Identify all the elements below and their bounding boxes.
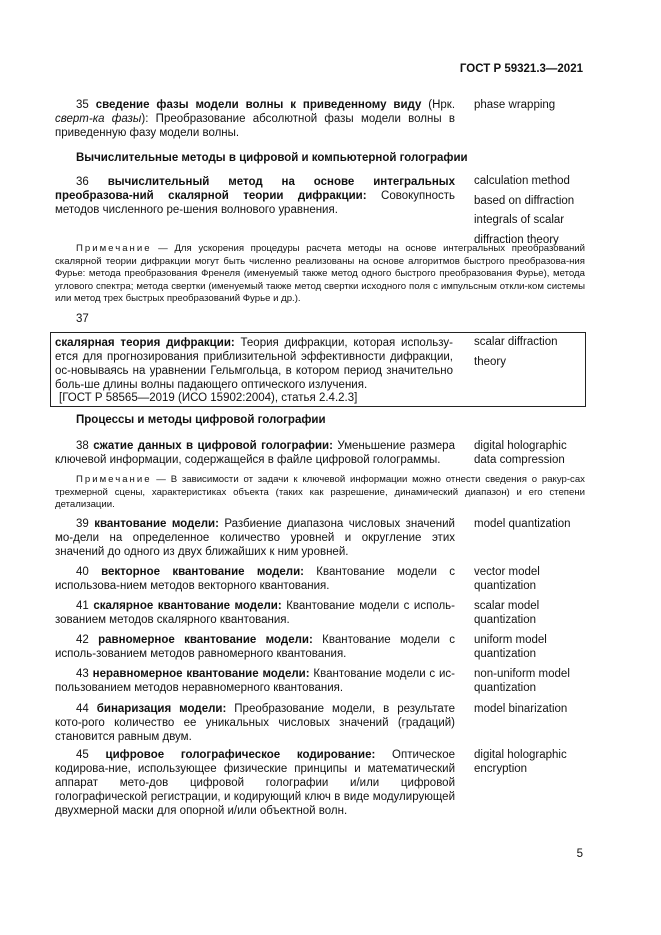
entry-38-english xyxy=(474,439,624,467)
entry-term: квантование модели: xyxy=(94,518,219,530)
entry-term: сведение фазы модели волны к приведенному виду xyxy=(95,99,422,111)
entry-number: 39 xyxy=(76,518,89,530)
entry-abbr-pre: (Нрк. xyxy=(421,99,456,111)
entry-number: 36 xyxy=(76,176,89,188)
entry-term: скалярная теория дифракции: xyxy=(55,337,235,349)
english-term-line: model binarization xyxy=(474,703,568,715)
english-term-line: uniform model xyxy=(474,634,547,646)
english-term-line: data compression xyxy=(474,454,565,466)
entry-45-english xyxy=(474,748,624,776)
entry-definition: Теория дифракции, которая использу-ется для прогнозирования приблизительной эффективности дифракции, ос-новываясь на уравнении Гельмгольца, в котором период значительно боль-ше длины волны падающего оптического излучения. xyxy=(55,337,453,391)
entry-40-english xyxy=(474,565,624,593)
entry-43 xyxy=(55,667,455,695)
section-heading-processes: Процессы и методы цифровой голографии xyxy=(76,414,326,426)
english-term-line: vector model xyxy=(474,566,540,578)
entry-number: 44 xyxy=(76,703,89,715)
entry-number: 35 xyxy=(76,99,89,111)
entry-definition: Оптическое кодирова-ние, использующее физические принципы и математический аппарат мето-дов цифровой голографии и/или цифровой голографической регистрации, и кодирующий ключ в виде модулирующей двухмерной маски для опорной и/или объектной волн. xyxy=(55,749,456,817)
note-dash: — xyxy=(151,243,175,254)
entry-definition: Квантование модели с использова-нием методов векторного квантования. xyxy=(55,566,455,592)
english-term-line: based on diffraction xyxy=(474,194,575,207)
entry-43-english xyxy=(474,667,624,695)
entry-term: вычислительный метод на основе интегральных преобразова-ний скалярной теории дифракции: xyxy=(55,176,455,202)
english-term-line: non-uniform model xyxy=(474,668,570,680)
entry-definition: Преобразование модели, в результате кото-рого количество ее уникальных числовых значений (градаций) становится равным двум. xyxy=(55,703,456,743)
entry-number: 45 xyxy=(76,749,89,761)
note-text: Для ускорения процедуры расчета методы на основе интегральных преобразований скалярной теории дифракции могут быть численно реализованы на основе алгоритмов быстрого преобразова-ния Фурье: метода преобразования Френеля (именуемый также метод одного быстрого преобразования Фурье), метода углового спектра; метода свертки (именуемый также метод свертки исходного поля с импульсным откли-ком системы или метод трех быстрых преобразований Фурье и др.). xyxy=(55,243,585,305)
english-term-line: scalar diffraction xyxy=(474,336,558,348)
entry-term: скалярное квантование модели: xyxy=(93,600,282,612)
entry-definition: Уменьшение размера ключевой информации, содержащейся в файле цифровой голограммы. xyxy=(55,440,455,466)
section-heading-computational: Вычислительные методы в цифровой и компьютерной голографии xyxy=(76,152,468,164)
note-38 xyxy=(55,474,585,512)
entry-42-english xyxy=(474,633,624,661)
entry-number: 38 xyxy=(76,440,89,452)
entry-number: 42 xyxy=(76,634,89,646)
entry-definition: Совокупность методов численного ре-шения волнового уравнения. xyxy=(55,190,455,216)
standard-header: ГОСТ Р 59321.3—2021 xyxy=(459,63,583,75)
entry-term: векторное квантование модели: xyxy=(101,566,304,578)
english-term-line: quantization xyxy=(474,580,537,592)
entry-number: 41 xyxy=(76,600,89,612)
entry-term: бинаризация модели: xyxy=(96,703,227,715)
english-term-line: encryption xyxy=(474,763,528,775)
entry-definition: Квантование модели с ис-пользованием методов неравномерного квантования. xyxy=(55,668,455,694)
english-term-line: model quantization xyxy=(474,518,571,530)
entry-39 xyxy=(55,517,455,559)
entry-definition: Разбиение диапазона числовых значений мо-дели на определенное количество уровней и округление этих значений до одного из двух ближайших к ним уровней. xyxy=(55,518,455,558)
english-term-line: theory xyxy=(474,355,506,368)
english-term-line: integrals of scalar xyxy=(474,214,565,226)
english-term-line: diffraction theory xyxy=(474,233,559,246)
page-number: 5 xyxy=(576,848,583,860)
entry-37 xyxy=(55,336,453,392)
english-term-line: quantization xyxy=(474,614,537,626)
entry-40 xyxy=(55,565,455,593)
entry-39-english xyxy=(474,517,624,531)
entry-42 xyxy=(55,633,455,661)
entry-37-number: 37 xyxy=(76,313,89,325)
entry-44 xyxy=(55,702,455,744)
entry-definition: ): Преобразование абсолютной фазы модели волны в приведенную фазу модели волны. xyxy=(55,113,455,139)
entry-38 xyxy=(55,439,455,467)
entry-35-english xyxy=(474,98,624,112)
entry-41 xyxy=(55,599,455,627)
english-term-line: phase wrapping xyxy=(474,99,556,111)
note-label: Примечание xyxy=(76,243,152,254)
entry-abbr: сверт-ка фазы xyxy=(55,113,142,125)
entry-number: 40 xyxy=(76,566,89,578)
english-term-line: calculation method xyxy=(474,175,570,187)
entry-term: равномерное квантование модели: xyxy=(98,634,313,646)
entry-35 xyxy=(55,98,455,140)
english-term-line: digital holographic xyxy=(474,749,567,761)
entry-44-english xyxy=(474,702,624,716)
english-term-line: digital holographic xyxy=(474,440,567,452)
entry-number: 43 xyxy=(76,668,89,680)
note-36 xyxy=(55,243,585,306)
entry-36-english xyxy=(474,172,624,250)
entry-term: сжатие данных в цифровой голографии: xyxy=(93,440,333,452)
note-text: В зависимости от задачи к ключевой информации можно отнести сведения о ракур-сах трехмерной сцены, характеристиках объекта (таких как разрешение, динамический диапазон) и его степени детализации. xyxy=(55,474,585,511)
entry-definition: Квантование модели с исполь-зованием методов скалярного квантования. xyxy=(55,600,456,626)
entry-37-english xyxy=(474,333,624,372)
entry-37-reference: [ГОСТ Р 58565—2019 (ИСО 15902:2004), статья 2.4.2.3] xyxy=(59,392,358,404)
entry-term: неравномерное квантование модели: xyxy=(92,668,310,680)
entry-41-english xyxy=(474,599,624,627)
entry-definition: Квантование модели с исполь-зованием методов равномерного квантования. xyxy=(55,634,455,660)
english-term-line: quantization xyxy=(474,648,537,660)
note-label: Примечание xyxy=(76,474,152,485)
note-dash: — xyxy=(151,474,171,485)
english-term-line: scalar model xyxy=(474,600,540,612)
entry-45 xyxy=(55,748,455,818)
entry-term: цифровое голографическое кодирование: xyxy=(105,749,376,761)
entry-36 xyxy=(55,175,455,217)
english-term-line: quantization xyxy=(474,682,537,694)
